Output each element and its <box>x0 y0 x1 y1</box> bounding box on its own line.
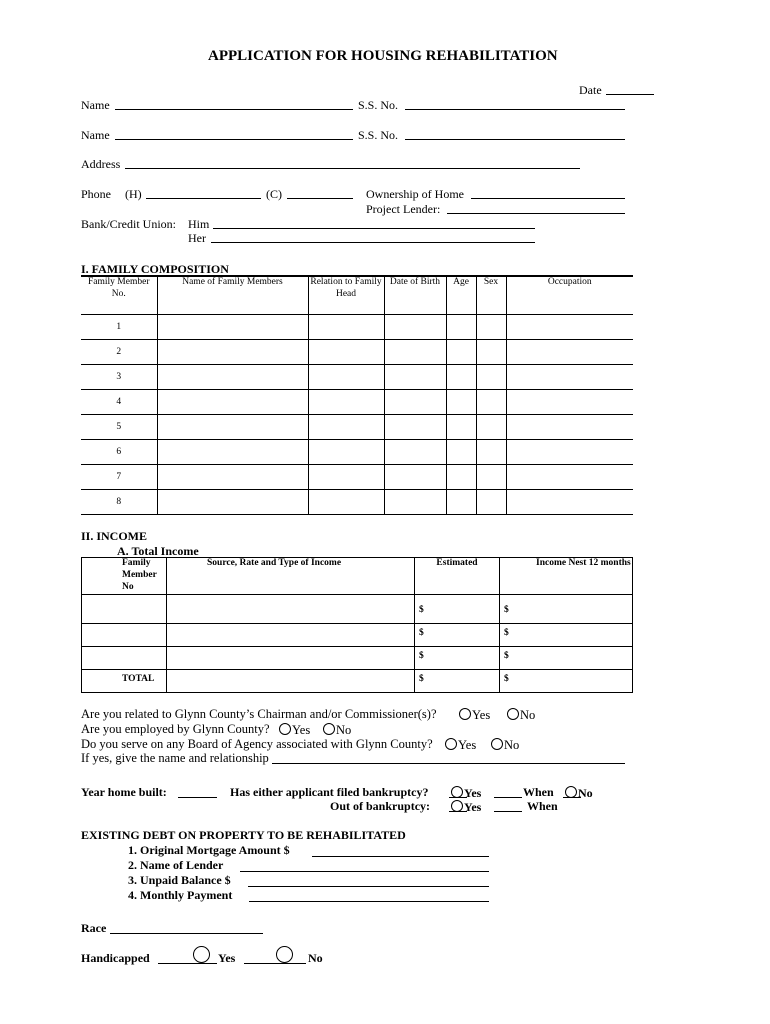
income-estimated-cell[interactable] <box>415 595 500 624</box>
family-cell[interactable] <box>384 415 446 440</box>
family-cell[interactable] <box>308 415 384 440</box>
family-cell[interactable] <box>446 315 476 340</box>
family-cell[interactable] <box>446 390 476 415</box>
question-employed-yes[interactable]: Yes <box>279 723 310 737</box>
family-cell[interactable] <box>476 490 506 515</box>
ownership-field[interactable] <box>471 198 625 199</box>
family-cell[interactable] <box>384 365 446 390</box>
income-row <box>82 647 633 670</box>
family-row-number: 7 <box>81 465 157 490</box>
family-row-number: 2 <box>81 340 157 365</box>
debt-field-2[interactable] <box>240 871 489 872</box>
income-next12-cell[interactable] <box>500 624 633 647</box>
out-yes-line <box>449 811 467 812</box>
question-board-yes[interactable]: Yes <box>445 738 476 752</box>
family-cell[interactable] <box>446 415 476 440</box>
family-cell[interactable] <box>506 440 633 465</box>
ownership-label: Ownership of Home <box>366 187 464 201</box>
family-cell[interactable] <box>308 390 384 415</box>
currency-symbol: $ <box>419 651 424 661</box>
page-title: APPLICATION FOR HOUSING REHABILITATION <box>208 48 558 64</box>
family-cell[interactable] <box>308 365 384 390</box>
debt-heading: EXISTING DEBT ON PROPERTY TO BE REHABILITATED <box>81 828 406 842</box>
radio-circle-icon <box>491 738 503 750</box>
question-related-no[interactable]: No <box>507 708 535 722</box>
income-heading: II. INCOME <box>81 529 148 543</box>
radio-circle-icon <box>323 723 335 735</box>
family-cell[interactable] <box>157 490 308 515</box>
family-cell[interactable] <box>308 340 384 365</box>
phone-home-field[interactable] <box>146 198 261 199</box>
currency-symbol: $ <box>504 605 509 615</box>
family-cell[interactable] <box>157 315 308 340</box>
family-cell[interactable] <box>384 315 446 340</box>
year-built-field[interactable] <box>178 797 217 798</box>
currency-symbol: $ <box>504 628 509 638</box>
phone-label: Phone <box>81 187 111 201</box>
currency-symbol: $ <box>419 628 424 638</box>
family-cell[interactable] <box>384 390 446 415</box>
family-col-relation: Relation to Family Head <box>308 277 384 315</box>
ssn-field-1[interactable] <box>405 109 625 110</box>
family-cell[interactable] <box>157 365 308 390</box>
income-next12-cell[interactable] <box>500 595 633 624</box>
question-related-yes[interactable]: Yes <box>459 708 490 722</box>
income-col-income: Income Nest 12 months <box>500 558 633 595</box>
family-row <box>81 365 633 390</box>
family-col-name: Name of Family Members <box>157 277 308 315</box>
family-row <box>81 390 633 415</box>
relationship-field[interactable] <box>272 763 625 764</box>
income-cell[interactable] <box>167 647 415 670</box>
income-estimated-cell[interactable] <box>415 670 500 693</box>
race-field[interactable] <box>110 933 263 934</box>
family-cell[interactable] <box>157 390 308 415</box>
lender-field[interactable] <box>447 213 625 214</box>
family-row <box>81 315 633 340</box>
radio-circle-icon <box>565 786 577 798</box>
family-cell[interactable] <box>446 440 476 465</box>
date-field[interactable] <box>606 94 654 95</box>
family-col-occupation: Occupation <box>506 277 633 315</box>
family-cell[interactable] <box>384 440 446 465</box>
bank-him-field[interactable] <box>213 228 535 229</box>
phone-cell-label: (C) <box>266 187 282 201</box>
income-cell[interactable] <box>82 624 167 647</box>
bankruptcy-yes-line <box>449 797 467 798</box>
family-col-member: Family Member No. <box>81 277 157 315</box>
family-cell[interactable] <box>506 390 633 415</box>
family-cell[interactable] <box>446 465 476 490</box>
family-cell[interactable] <box>308 465 384 490</box>
handicapped-yes-radio-icon[interactable] <box>193 946 210 963</box>
currency-symbol: $ <box>504 674 509 684</box>
income-estimated-cell[interactable] <box>415 647 500 670</box>
family-cell[interactable] <box>476 415 506 440</box>
bankruptcy-when-label: When <box>523 785 554 799</box>
income-cell[interactable] <box>82 595 167 624</box>
income-row <box>82 595 633 624</box>
family-row <box>81 490 633 515</box>
family-cell[interactable] <box>506 490 633 515</box>
debt-field-4[interactable] <box>249 901 489 902</box>
family-row <box>81 340 633 365</box>
debt-item-1: 1. Original Mortgage Amount $ <box>128 843 290 857</box>
name-label-1: Name <box>81 98 110 112</box>
income-total-label: TOTAL <box>82 670 167 693</box>
ssn-label-2: S.S. No. <box>358 128 399 142</box>
debt-field-3[interactable] <box>248 886 489 887</box>
out-of-bankruptcy-yes[interactable]: Yes <box>451 800 481 813</box>
debt-item-4: 4. Monthly Payment <box>128 888 233 902</box>
handicapped-yes-line <box>158 963 217 964</box>
income-col-member: Family Member No <box>82 558 167 595</box>
family-row-number: 1 <box>81 315 157 340</box>
family-cell[interactable] <box>308 315 384 340</box>
debt-field-1[interactable] <box>312 856 489 857</box>
ssn-field-2[interactable] <box>405 139 625 140</box>
family-row-number: 3 <box>81 365 157 390</box>
family-cell[interactable] <box>446 490 476 515</box>
family-row <box>81 415 633 440</box>
family-table <box>81 276 633 515</box>
phone-cell-field[interactable] <box>287 198 353 199</box>
family-cell[interactable] <box>157 465 308 490</box>
family-cell[interactable] <box>308 490 384 515</box>
income-table <box>81 557 633 693</box>
currency-symbol: $ <box>419 605 424 615</box>
family-cell[interactable] <box>384 490 446 515</box>
name-field-1[interactable] <box>115 109 353 110</box>
debt-item-3: 3. Unpaid Balance $ <box>128 873 231 887</box>
family-row-number: 5 <box>81 415 157 440</box>
family-cell[interactable] <box>384 465 446 490</box>
family-col-age: Age <box>446 277 476 315</box>
family-cell[interactable] <box>308 440 384 465</box>
handicapped-no-radio-icon[interactable] <box>276 946 293 963</box>
radio-circle-icon <box>445 738 457 750</box>
question-board-no[interactable]: No <box>491 738 519 752</box>
family-cell[interactable] <box>506 315 633 340</box>
income-header-row <box>82 558 633 595</box>
radio-circle-icon <box>459 708 471 720</box>
family-row <box>81 440 633 465</box>
phone-home-label: (H) <box>125 187 142 201</box>
family-cell[interactable] <box>476 340 506 365</box>
out-of-bankruptcy-when-field[interactable] <box>494 811 522 812</box>
bankruptcy-label: Has either applicant filed bankruptcy? <box>230 785 429 799</box>
income-cell[interactable] <box>82 647 167 670</box>
family-cell[interactable] <box>384 340 446 365</box>
handicapped-yes-label: Yes <box>218 951 236 965</box>
family-col-dob: Date of Birth <box>384 277 446 315</box>
income-subheading: A. Total Income <box>117 544 199 558</box>
ssn-label-1: S.S. No. <box>358 98 399 112</box>
income-cell[interactable] <box>167 595 415 624</box>
family-cell[interactable] <box>476 365 506 390</box>
income-col-source: Source, Rate and Type of Income <box>167 558 415 595</box>
race-label: Race <box>81 921 107 935</box>
question-related: Are you related to Glynn County’s Chairman and/or Commissioner(s)? <box>81 707 437 721</box>
income-row <box>82 624 633 647</box>
family-cell[interactable] <box>157 340 308 365</box>
income-cell[interactable] <box>167 670 415 693</box>
date-label: Date <box>579 83 602 97</box>
currency-symbol: $ <box>419 674 424 684</box>
family-row-number: 8 <box>81 490 157 515</box>
income-cell[interactable] <box>167 624 415 647</box>
year-built-label: Year home built: <box>81 785 167 799</box>
bank-her-field[interactable] <box>211 242 535 243</box>
address-label: Address <box>81 157 121 171</box>
address-field[interactable] <box>125 168 580 169</box>
income-col-estimated: Estimated <box>415 558 500 595</box>
family-cell[interactable] <box>446 340 476 365</box>
bankruptcy-when-field[interactable] <box>494 797 522 798</box>
family-row <box>81 465 633 490</box>
income-next12-cell[interactable] <box>500 647 633 670</box>
family-cell[interactable] <box>476 390 506 415</box>
radio-circle-icon <box>507 708 519 720</box>
income-estimated-cell[interactable] <box>415 624 500 647</box>
radio-circle-icon <box>279 723 291 735</box>
family-header-row <box>81 277 633 315</box>
family-cell[interactable] <box>506 465 633 490</box>
family-cell[interactable] <box>506 365 633 390</box>
family-cell[interactable] <box>506 340 633 365</box>
family-cell[interactable] <box>476 440 506 465</box>
debt-item-2: 2. Name of Lender <box>128 858 224 872</box>
bankruptcy-no[interactable]: No <box>565 786 593 799</box>
currency-symbol: $ <box>504 651 509 661</box>
question-employed: Are you employed by Glynn County? <box>81 722 270 736</box>
bankruptcy-yes[interactable]: Yes <box>451 786 481 799</box>
handicapped-label: Handicapped <box>81 951 150 965</box>
name-label-2: Name <box>81 128 110 142</box>
question-employed-no[interactable]: No <box>323 723 351 737</box>
family-cell[interactable] <box>476 465 506 490</box>
handicapped-no-line <box>244 963 306 964</box>
family-heading: I. FAMILY COMPOSITION <box>81 262 229 276</box>
family-col-sex: Sex <box>476 277 506 315</box>
out-of-bankruptcy-label: Out of bankruptcy: <box>330 799 431 813</box>
handicapped-no-label: No <box>308 951 323 965</box>
question-relationship: If yes, give the name and relationship <box>81 751 269 765</box>
income-total-row <box>82 670 633 693</box>
question-board: Do you serve on any Board of Agency associated with Glynn County? <box>81 737 433 751</box>
bank-label: Bank/Credit Union: <box>81 217 176 231</box>
family-cell[interactable] <box>476 315 506 340</box>
family-cell[interactable] <box>157 415 308 440</box>
lender-label: Project Lender: <box>366 202 441 216</box>
bank-her-label: Her <box>188 231 206 245</box>
family-row-number: 4 <box>81 390 157 415</box>
out-of-bankruptcy-when-label: When <box>527 799 558 813</box>
bank-him-label: Him <box>188 217 210 231</box>
family-cell[interactable] <box>506 415 633 440</box>
name-field-2[interactable] <box>115 139 353 140</box>
income-next12-cell[interactable] <box>500 670 633 693</box>
family-row-number: 6 <box>81 440 157 465</box>
family-cell[interactable] <box>446 365 476 390</box>
family-cell[interactable] <box>157 440 308 465</box>
